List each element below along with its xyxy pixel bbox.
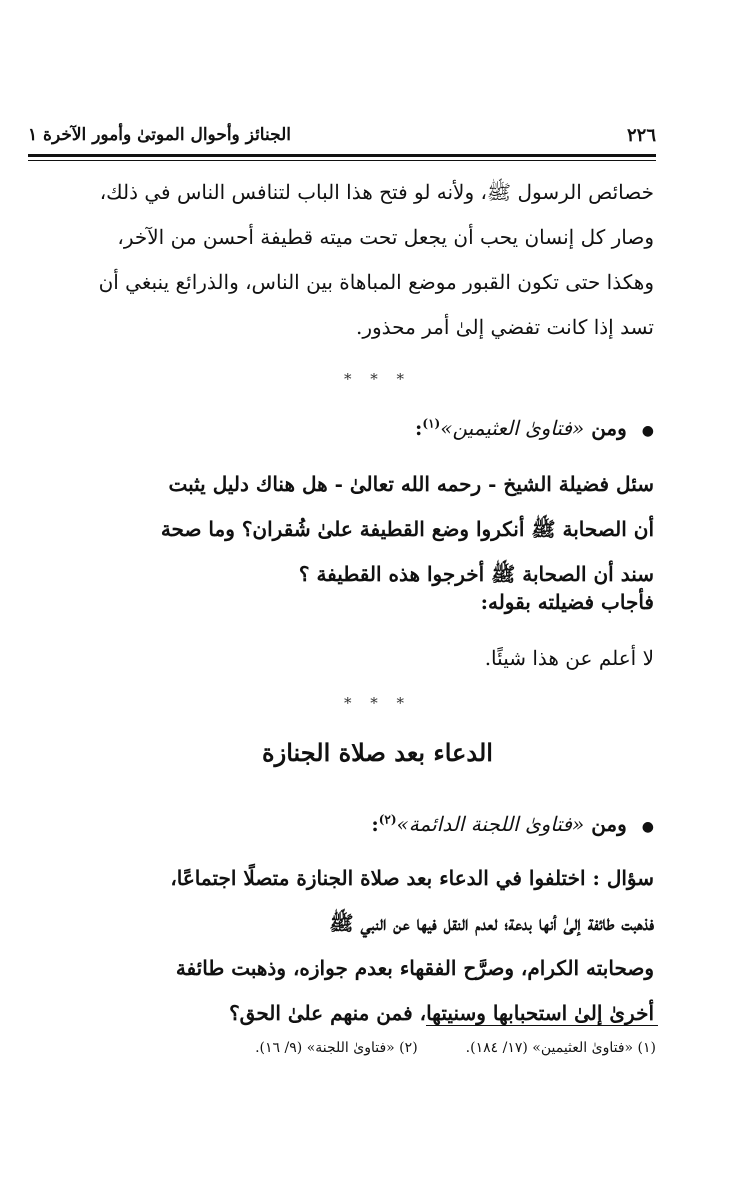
footnote-1: (١) «فتاوىٰ العثيمين» (١٧/ ١٨٤). <box>465 1040 656 1056</box>
question-1 <box>60 462 654 597</box>
text-line: خصائص الرسول ﷺ، ولأنه لو فتح هذا الباب لتنافس الناس في ذلك، <box>99 180 654 204</box>
section-title: الدعاء بعد صلاة الجنازة <box>262 738 493 767</box>
header-rule-thick <box>28 154 656 157</box>
footnotes <box>120 1040 656 1056</box>
question-2 <box>60 856 654 1036</box>
bullet-icon: ● <box>641 819 654 835</box>
footnote-2: (٢) «فتاوىٰ اللجنة» (٩/ ١٦). <box>255 1040 418 1056</box>
source-line-1 <box>60 416 654 440</box>
header-rule-thin <box>28 160 656 161</box>
running-title: الجنائز وأحوال الموتىٰ وأمور الآخرة ١ <box>28 125 291 145</box>
text-line: أخرىٰ إلىٰ استحبابها وسنيتها، فمن منهم علىٰ الحق؟ <box>229 1001 654 1025</box>
source-line-2 <box>60 812 654 836</box>
text-line: فذهبت طائفة إلىٰ أنها بدعة؛ لعدم النقل فيها عن النبي ﷺ <box>329 911 654 935</box>
separator-stars: * * * <box>343 694 412 712</box>
source-prefix: ومن <box>591 416 627 440</box>
answer-text: لا أعلم عن هذا شيئًا. <box>484 646 654 670</box>
source-prefix: ومن <box>591 812 627 836</box>
separator-stars: * * * <box>343 370 412 388</box>
footnote-ref: (٢) <box>378 812 397 827</box>
page-header <box>28 118 656 152</box>
footnote-ref: (١) <box>422 416 441 431</box>
text-line: سئل فضيلة الشيخ - رحمه الله تعالىٰ - هل هناك دليل يثبت <box>168 472 654 496</box>
text-line: وهكذا حتى تكون القبور موضع المباهاة بين الناس، والذرائع ينبغي أن <box>98 270 654 294</box>
text-line: وصحابته الكرام، وصرَّح الفقهاء بعدم جوازه، وذهبت طائفة <box>175 956 654 980</box>
source-name: «فتاوىٰ اللجنة الدائمة» <box>396 812 585 836</box>
footnote-rule <box>426 1025 658 1026</box>
text-line: وصار كل إنسان يحب أن يجعل تحت ميته قطيفة أحسن من الآخر، <box>117 225 654 249</box>
page-number: ٢٢٦ <box>626 124 656 146</box>
text-line: تسد إذا كانت تفضي إلىٰ أمر محذور. <box>355 315 654 339</box>
answer-intro: فأجاب فضيلته بقوله: <box>480 590 654 614</box>
text-line: سؤال : اختلفوا في الدعاء بعد صلاة الجنازة متصلًا اجتماعًا، <box>170 866 654 890</box>
text-line: سند أن الصحابة ﷺ أخرجوا هذه القطيفة ؟ <box>298 562 654 586</box>
text-line: أن الصحابة ﷺ أنكروا وضع القطيفة علىٰ شُقران؟ وما صحة <box>160 517 654 541</box>
source-suffix: : <box>371 812 379 836</box>
source-suffix: : <box>414 416 423 440</box>
source-name: «فتاوىٰ العثيمين» <box>440 416 585 440</box>
bullet-icon: ● <box>641 423 654 439</box>
intro-paragraph <box>60 170 654 350</box>
